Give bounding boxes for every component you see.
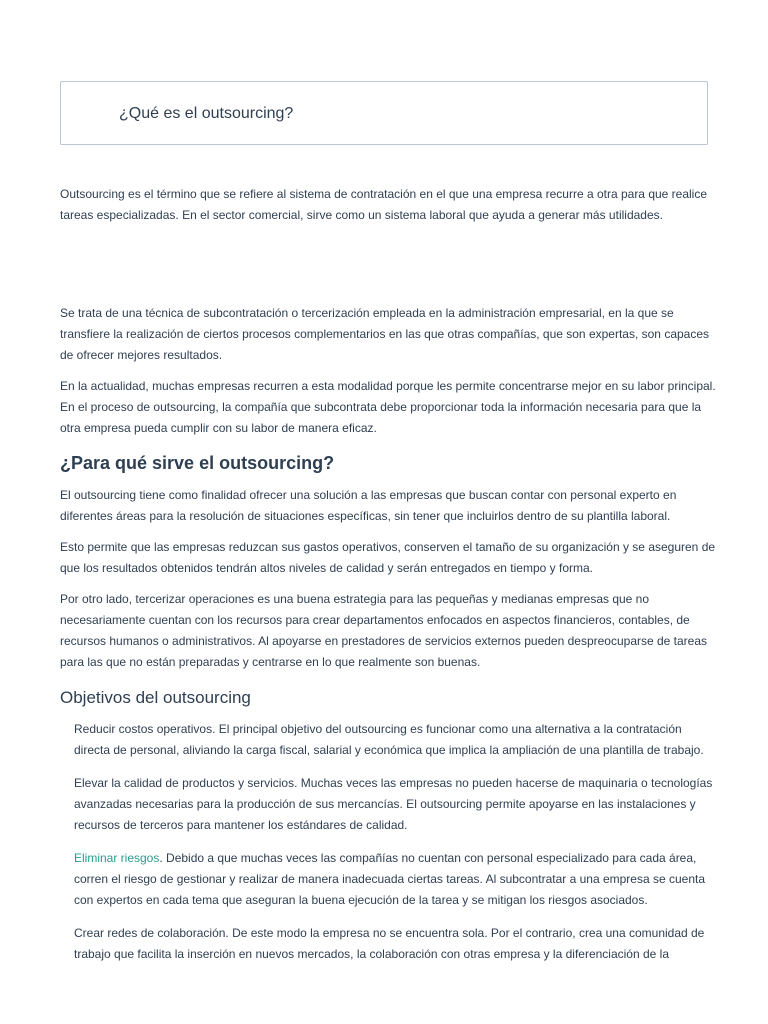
article-content xyxy=(60,184,720,977)
list-item-text: Elevar la calidad de productos y servicios. Muchas veces las empresas no pueden hacerse de maquinaria o tecnologías avanzadas necesarias para la producción de sus mercancías. El outsourcing permite apoyarse en las instalaciones y recursos de terceros para mantener los estándares de calidad. xyxy=(74,776,713,832)
page-title: ¿Qué es el outsourcing? xyxy=(119,105,294,122)
paragraph: Se trata de una técnica de subcontratación o tercerización empleada en la administración empresarial, en la que se transfiere la realización de ciertos procesos complementarios en las que otras compañías, que son expertas, son capaces de ofrecer mejores resultados. xyxy=(60,306,710,362)
paragraph: El outsourcing tiene como finalidad ofrecer una solución a las empresas que buscan contar con personal experto en diferentes áreas para la resolución de situaciones específicas, sin tener que incluirlos dentro de su plantilla laboral. xyxy=(60,488,677,523)
paragraph: En la actualidad, muchas empresas recurren a esta modalidad porque les permite concentrarse mejor en su labor principal. En el proceso de outsourcing, la compañía que subcontrata debe proporcionar toda la información necesaria para que la otra empresa pueda cumplir con su labor de manera eficaz. xyxy=(60,379,716,435)
list-item xyxy=(74,923,720,965)
paragraph: Por otro lado, tercerizar operaciones es una buena estrategia para las pequeñas y medianas empresas que no necesariamente cuentan con los recursos para crear departamentos enfocados en aspectos financieros, contables, de recursos humanos o administrativos. Al apoyarse en prestadores de servicios externos pueden despreocuparse de tareas para las que no están preparadas y centrarse en lo que realmente son buenas. xyxy=(60,592,708,669)
list-item-text: . Debido a que muchas veces las compañías no cuentan con personal especializado para cada área, corren el riesgo de gestionar y realizar de manera inadecuada ciertas tareas. Al subcontratar a una empresa se cuenta con expertos en cada tema que aseguran la buena ejecución de la tarea y se mitigan los riesgos asociados. xyxy=(74,851,706,907)
list-item xyxy=(74,848,720,911)
spacer xyxy=(60,226,720,303)
objectives-list xyxy=(60,719,720,965)
intro-paragraph: Outsourcing es el término que se refiere al sistema de contratación en el que una empresa recurre a otra para que realice tareas especializadas. En el sector comercial, sirve como un sistema laboral que ayuda a generar más utilidades. xyxy=(60,187,708,222)
list-item xyxy=(74,773,720,836)
section-heading-purpose: ¿Para qué sirve el outsourcing? xyxy=(60,453,335,473)
title-box xyxy=(60,81,708,145)
list-item-text: Reducir costos operativos. El principal objetivo del outsourcing es funcionar como una alternativa a la contratación directa de personal, aliviando la carga fiscal, salarial y económica que implica la ampliación de una plantilla de trabajo. xyxy=(74,722,704,757)
list-item xyxy=(74,719,720,761)
eliminar-riesgos-link[interactable]: Eliminar riesgos xyxy=(74,851,160,865)
list-item-text: Crear redes de colaboración. De este modo la empresa no se encuentra sola. Por el contrario, crea una comunidad de trabajo que facilita la inserción en nuevos mercados, la colaboración con otras empresa y la diferenciación de la xyxy=(74,926,705,961)
paragraph: Esto permite que las empresas reduzcan sus gastos operativos, conserven el tamaño de su organización y se aseguren de que los resultados obtenidos tendrán altos niveles de calidad y serán entregados en tiempo y forma. xyxy=(60,540,716,575)
section-heading-objectives: Objetivos del outsourcing xyxy=(60,688,251,707)
